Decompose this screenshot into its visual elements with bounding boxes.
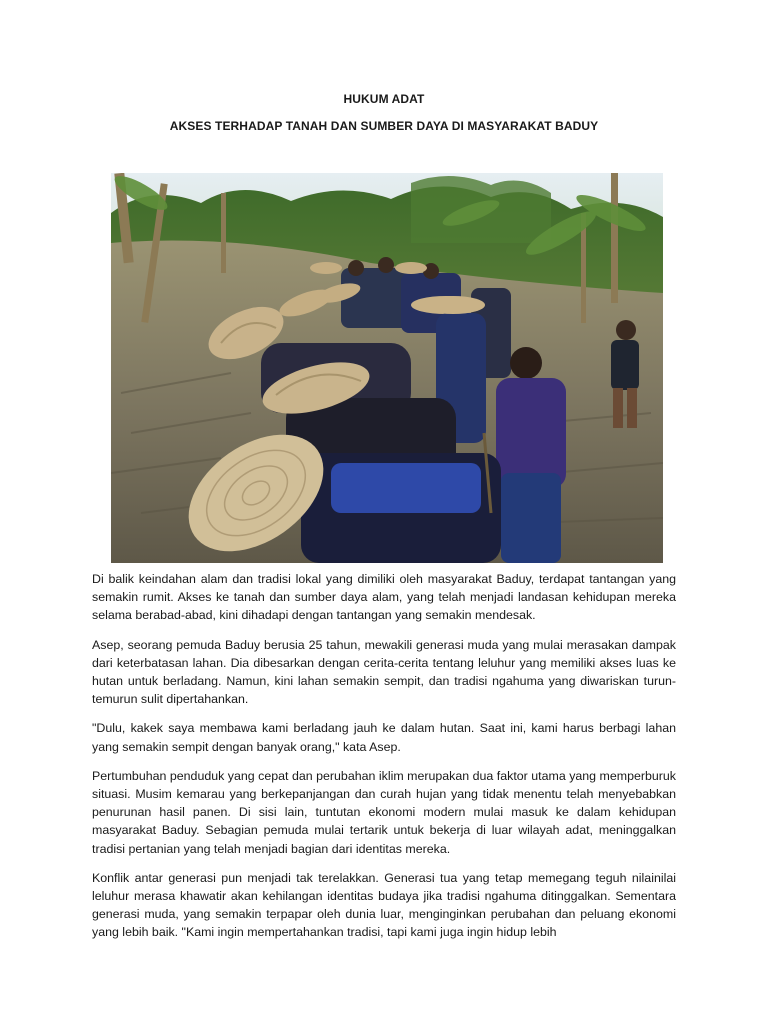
article-body: [92, 570, 676, 942]
paragraph: Di balik keindahan alam dan tradisi lokal yang dimiliki oleh masyarakat Baduy, terdapat tantangan yang semakin rumit. Akses ke tanah dan sumber daya alam, yang telah menjadi landasan kehidupan mereka selama berabad-abad, kini dihadapi dengan tantangan yang semakin mendesak.: [92, 572, 676, 623]
paragraph: Asep, seorang pemuda Baduy berusia 25 tahun, mewakili generasi muda yang mulai merasakan dampak dari keterbatasan lahan. Dia dibesarkan dengan cerita-cerita tentang leluhur yang memiliki akses luas ke hutan untuk berladang. Namun, kini lahan semakin sempit, dan tradisi ngahuma yang diwariskan turun-temurun sulit dipertahankan.: [92, 637, 676, 707]
paragraph: "Dulu, kakek saya membawa kami berladang jauh ke dalam hutan. Saat ini, kami harus berbagi lahan yang semakin sempit dengan banyak orang," kata Asep.: [92, 721, 676, 754]
photo-baduy-farming: [111, 173, 663, 563]
document-subtitle: AKSES TERHADAP TANAH DAN SUMBER DAYA DI MASYARAKAT BADUY: [169, 119, 599, 133]
paragraph: Pertumbuhan penduduk yang cepat dan perubahan iklim merupakan dua faktor utama yang memperburuk situasi. Musim kemarau yang berkepanjangan dan curah hujan yang tidak menentu telah menyebabkan penurunan hasil panen. Di sisi lain, tuntutan ekonomi modern mulai masuk ke dalam kehidupan masyarakat Baduy. Sebagian pemuda mulai tertarik untuk bekerja di luar wilayah adat, meninggalkan tradisi pertanian yang telah menjadi bagian dari identitas mereka.: [92, 768, 676, 856]
document-title: HUKUM ADAT: [343, 92, 425, 106]
paragraph: Konflik antar generasi pun menjadi tak terelakkan. Generasi tua yang tetap memegang teguh nilainilai leluhur merasa khawatir akan kehilangan identitas budaya jika tradisi ngahuma ditinggalkan. Sementara generasi muda, yang semakin terpapar oleh dunia luar, menginginkan perubahan dan peluang ekonomi yang lebih baik. "Kami ingin mempertahankan tradisi, tapi kami juga ingin hidup lebih: [92, 870, 676, 940]
